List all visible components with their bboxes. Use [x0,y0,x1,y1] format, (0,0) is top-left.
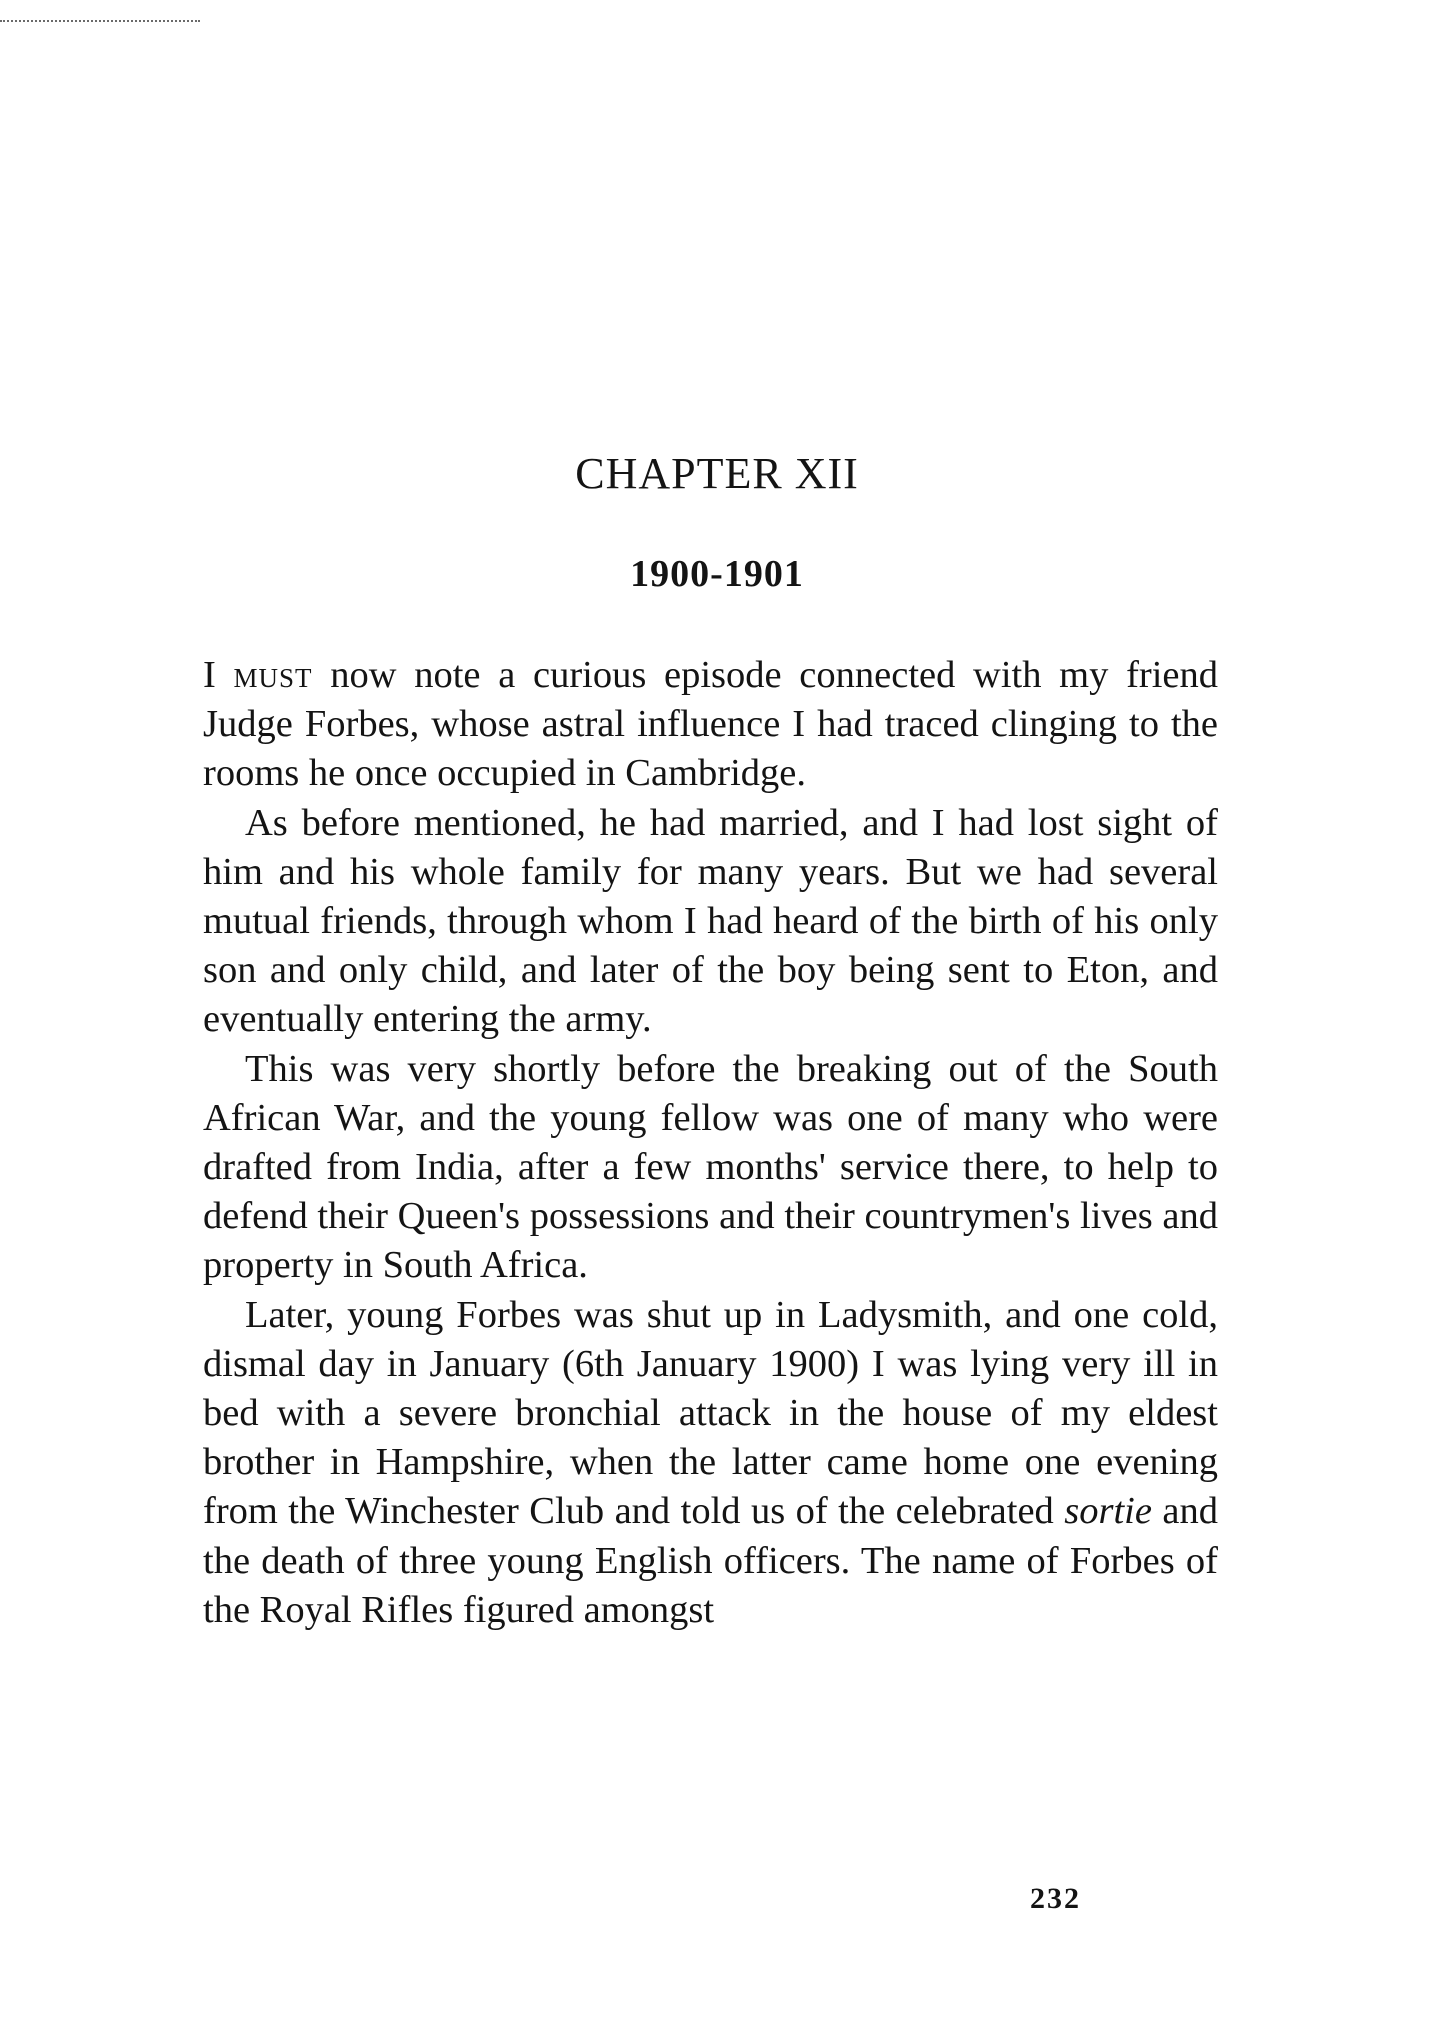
paragraph-4-text-end: and the death of three young English officers. The name of Forbes of the Royal Rifles figured amongst [203,1490,1218,1631]
paragraph-2: As before mentioned, he had married, and I had lost sight of him and his whole family for many years. But we had several mutual friends, through whom I had heard of the birth of his only son and only child, and later of the boy being sent to Eton, and eventually entering the army. [203,801,1218,1041]
chapter-years: 1900-1901 [630,553,804,595]
paragraph-4-italic: sortie [1064,1490,1152,1533]
body-text [203,651,1218,1635]
page-number: 232 [1030,1882,1081,1915]
paragraph-1-text: now note a curious episode connected with my friend Judge Forbes, whose astral influence I had traced clinging to the rooms he once occupied in Cambridge. [203,654,1219,795]
paragraph-1 [203,651,1218,799]
scan-edge-mark [0,20,200,22]
paragraph-1-lead: I [203,654,216,696]
paragraph-3: This was very shortly before the breaking out of the South African War, and the young fellow was one of many who were drafted from India, after a few months' service there, to help to defend their Queen's possessions and their countrymen's lives and property in South Africa. [203,1047,1218,1287]
paragraph-4-text-start: Later, young Forbes was shut up in Ladysmith, and one cold, dismal day in January (6th January 1900) I was lying very ill in bed with a severe bronchial attack in the house of my eldest brother in Hampshire, when the latter came home one evening from the Winchester Club and told us of the celebrated [203,1293,1218,1533]
paragraph-1-smallcaps: must [233,654,313,696]
chapter-title: CHAPTER XII [575,449,859,498]
paragraph-4 [203,1291,1218,1635]
